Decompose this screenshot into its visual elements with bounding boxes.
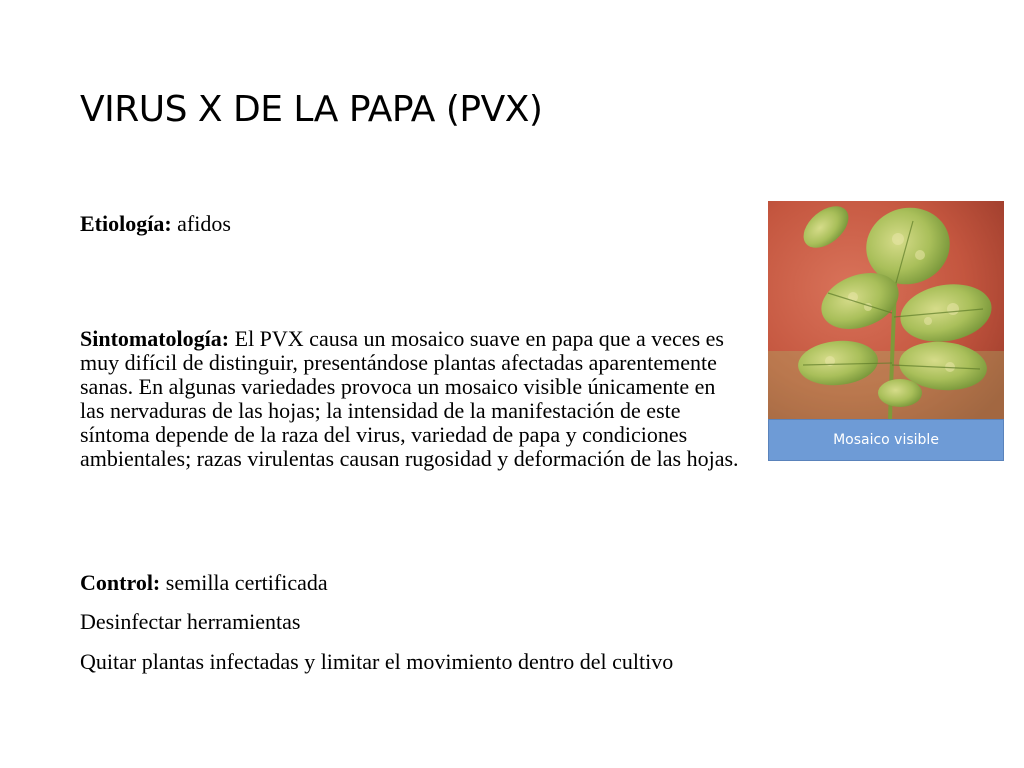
sintomatologia-paragraph bbox=[80, 327, 740, 471]
etiologia-label: Etiología: bbox=[80, 211, 172, 236]
control-item-2: Quitar plantas infectadas y limitar el movimiento dentro del cultivo bbox=[80, 649, 674, 674]
etiologia-text: afidos bbox=[171, 211, 231, 236]
etiologia-paragraph bbox=[80, 212, 740, 236]
leaf-figure bbox=[768, 201, 1004, 460]
potato-leaf-illustration bbox=[768, 201, 1004, 419]
slide-title: VIRUS X DE LA PAPA (PVX) bbox=[80, 89, 543, 130]
sintomatologia-text: El PVX causa un mosaico suave en papa que a veces es muy difícil de distinguir, presentándose plantas afectadas aparentemente sanas. En algunas variedades provoca un mosaico visible únicamente en las nervaduras de las hojas; la intensidad de la manifestación de este síntoma depende de la raza del virus, variedad de papa y condiciones ambientales; razas virulentas causan rugosidad y deformación de las hojas. bbox=[80, 326, 739, 471]
control-item-1: Desinfectar herramientas bbox=[80, 609, 301, 634]
control-label: Control: bbox=[80, 570, 161, 595]
control-text: semilla certificada bbox=[160, 570, 328, 595]
sintomatologia-label: Sintomatología: bbox=[80, 326, 230, 351]
potato-leaf-mosaic-photo bbox=[768, 201, 1004, 419]
figure-caption: Mosaico visible bbox=[768, 419, 1004, 461]
control-paragraph bbox=[80, 571, 740, 595]
